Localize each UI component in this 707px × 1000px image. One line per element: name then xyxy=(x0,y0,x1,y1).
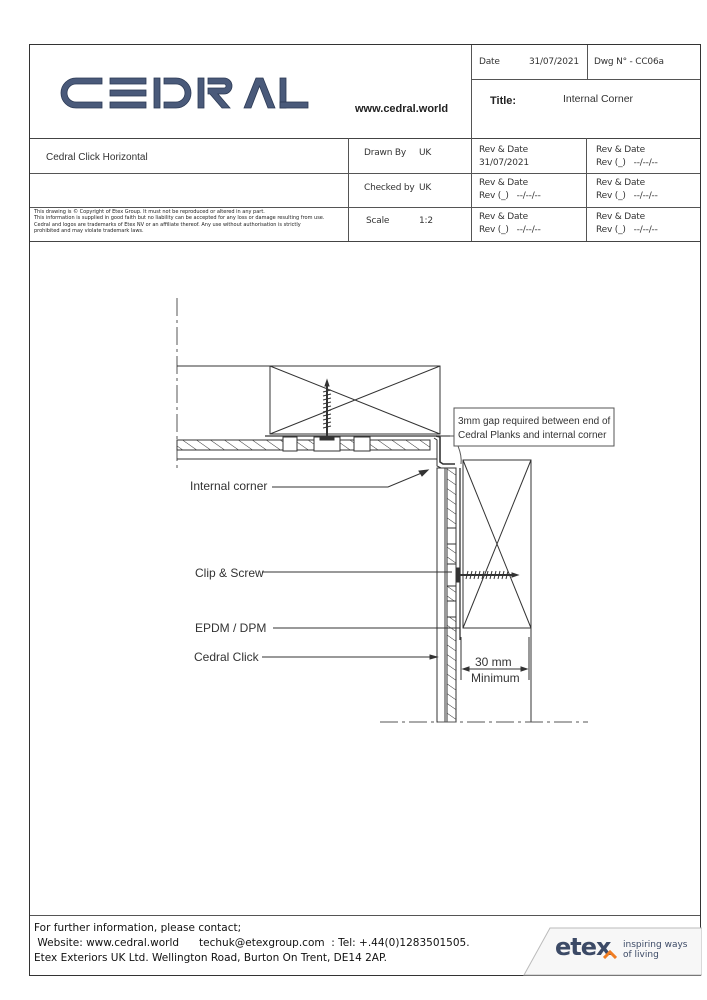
drawn-by-value: UK xyxy=(419,148,432,158)
screw-horizontal xyxy=(459,571,518,579)
rev-1-label: Rev & Date xyxy=(479,145,528,155)
rev-6-value: Rev (_) --/--/-- xyxy=(596,225,658,235)
scale-label: Scale xyxy=(366,216,390,226)
tagline-line: inspiring ways xyxy=(623,940,688,950)
contact-heading: For further information, please contact; xyxy=(34,922,242,934)
rev-6-label: Rev & Date xyxy=(596,212,645,222)
label-cedral-click: Cedral Click xyxy=(194,650,259,664)
vertical-plank xyxy=(447,468,456,722)
gap-note-line2: Cedral Planks and internal corner xyxy=(458,430,607,441)
checked-by-value: UK xyxy=(419,183,432,193)
product-name: Cedral Click Horizontal xyxy=(46,152,148,163)
clip xyxy=(447,528,456,544)
title-label: Title: xyxy=(490,95,517,107)
copyright-line: This information is supplied in good faith but no liability can be accepted for any loss or damage resulting from use. xyxy=(34,215,325,222)
contact-address: Etex Exteriors UK Ltd. Wellington Road, Burton On Trent, DE14 2AP. xyxy=(34,952,388,964)
dimension-value: 30 mm xyxy=(475,655,512,669)
drawn-by-label: Drawn By xyxy=(364,148,406,158)
label-clip-screw: Clip & Screw xyxy=(195,566,264,580)
gap-note-line1: 3mm gap required between end of xyxy=(458,416,611,427)
horizontal-plank xyxy=(177,440,430,450)
rev-2-label: Rev & Date xyxy=(596,145,645,155)
etex-wordmark: etex xyxy=(555,933,611,961)
rev-4-value: Rev (_) --/--/-- xyxy=(596,191,658,201)
clip xyxy=(447,564,456,586)
rev-2-value: Rev (_) --/--/-- xyxy=(596,158,658,168)
contact-web-email-tel: Website: www.cedral.world techuk@etexgroup.com : Tel: +.44(0)1283501505. xyxy=(34,937,470,949)
copyright-line: prohibited and may violate trademark laws. xyxy=(34,227,144,234)
title-value: Internal Corner xyxy=(563,93,634,105)
date-label: Date xyxy=(479,57,500,67)
internal-corner-profile xyxy=(436,436,455,464)
rev-3-value: Rev (_) --/--/-- xyxy=(479,191,541,201)
checked-by-label: Checked by xyxy=(364,183,415,193)
label-internal-corner: Internal corner xyxy=(190,479,268,493)
rev-1-value: 31/07/2021 xyxy=(479,158,529,168)
date-value: 31/07/2021 xyxy=(529,57,579,67)
dimension-note: Minimum xyxy=(471,671,520,685)
website-url: www.cedral.world xyxy=(355,103,449,115)
clip xyxy=(354,437,370,451)
scale-value: 1:2 xyxy=(419,216,433,226)
tagline-line: of living xyxy=(623,950,659,960)
screw-vertical xyxy=(323,380,331,437)
clip xyxy=(447,601,456,617)
label-epdm: EPDM / DPM xyxy=(195,621,267,635)
rev-3-label: Rev & Date xyxy=(479,178,528,188)
rev-5-label: Rev & Date xyxy=(479,212,528,222)
clip xyxy=(283,437,297,451)
copyright-line: This drawing is © Copyright of Etex Group. It must not be reproduced or altered in any part. xyxy=(34,209,265,215)
copyright-line: Cedral and logos are trademarks of Etex NV or an affiliate thereof. Any use without authorisation is strictly xyxy=(34,221,301,228)
leader-internal-corner xyxy=(272,472,424,487)
rev-5-value: Rev (_) --/--/-- xyxy=(479,225,541,235)
rev-4-label: Rev & Date xyxy=(596,178,645,188)
drawing-number: Dwg N° - CC06a xyxy=(594,57,664,67)
